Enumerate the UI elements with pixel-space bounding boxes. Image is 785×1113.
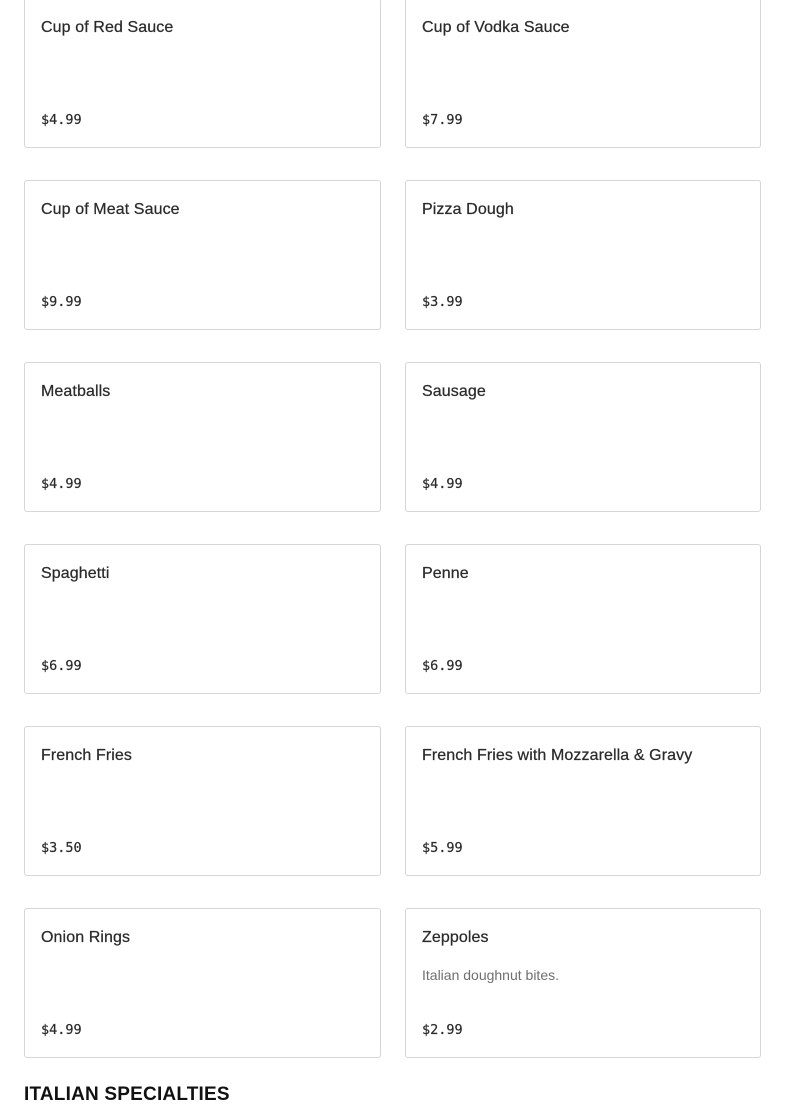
menu-item-price: $6.99 <box>422 658 463 674</box>
menu-item-card[interactable] <box>24 544 381 694</box>
menu-item-name: Penne <box>422 565 469 582</box>
menu-item-name: Onion Rings <box>41 929 131 946</box>
menu-item-price: $6.99 <box>41 658 82 674</box>
menu-item-card[interactable] <box>24 362 381 512</box>
menu-item-price: $4.99 <box>41 1022 82 1038</box>
menu-item-name: Spaghetti <box>41 565 110 582</box>
menu-item-name: French Fries with Mozzarella & Gravy <box>422 747 693 764</box>
menu-item-price: $7.99 <box>422 112 463 128</box>
menu-item-card[interactable] <box>405 908 761 1058</box>
menu-item-card[interactable] <box>24 180 381 330</box>
menu-item-name: Cup of Meat Sauce <box>41 201 180 218</box>
menu-item-grid <box>24 0 761 1058</box>
menu-item-price: $4.99 <box>41 476 82 492</box>
menu-item-card[interactable] <box>24 726 381 876</box>
menu-item-card[interactable] <box>405 362 761 512</box>
menu-item-price: $5.99 <box>422 840 463 856</box>
menu-item-card[interactable] <box>405 726 761 876</box>
menu-item-name: Zeppoles <box>422 929 489 946</box>
menu-item-name: Cup of Vodka Sauce <box>422 19 570 36</box>
menu-item-name: Cup of Red Sauce <box>41 19 174 36</box>
menu-item-price: $3.50 <box>41 840 82 856</box>
menu-item-description: Italian doughnut bites. <box>422 967 559 983</box>
menu-item-price: $2.99 <box>422 1022 463 1038</box>
menu-item-card[interactable] <box>24 908 381 1058</box>
menu-item-card[interactable] <box>405 180 761 330</box>
menu-item-card[interactable] <box>405 0 761 148</box>
section-heading: ITALIAN SPECIALTIES <box>24 1084 230 1105</box>
menu-item-name: French Fries <box>41 747 132 764</box>
menu-item-name: Sausage <box>422 383 486 400</box>
menu-item-name: Meatballs <box>41 383 111 400</box>
menu-item-price: $4.99 <box>422 476 463 492</box>
menu-item-price: $3.99 <box>422 294 463 310</box>
menu-item-card[interactable] <box>405 544 761 694</box>
menu-item-card[interactable] <box>24 0 381 148</box>
menu-item-price: $9.99 <box>41 294 82 310</box>
menu-item-price: $4.99 <box>41 112 82 128</box>
menu-item-name: Pizza Dough <box>422 201 514 218</box>
